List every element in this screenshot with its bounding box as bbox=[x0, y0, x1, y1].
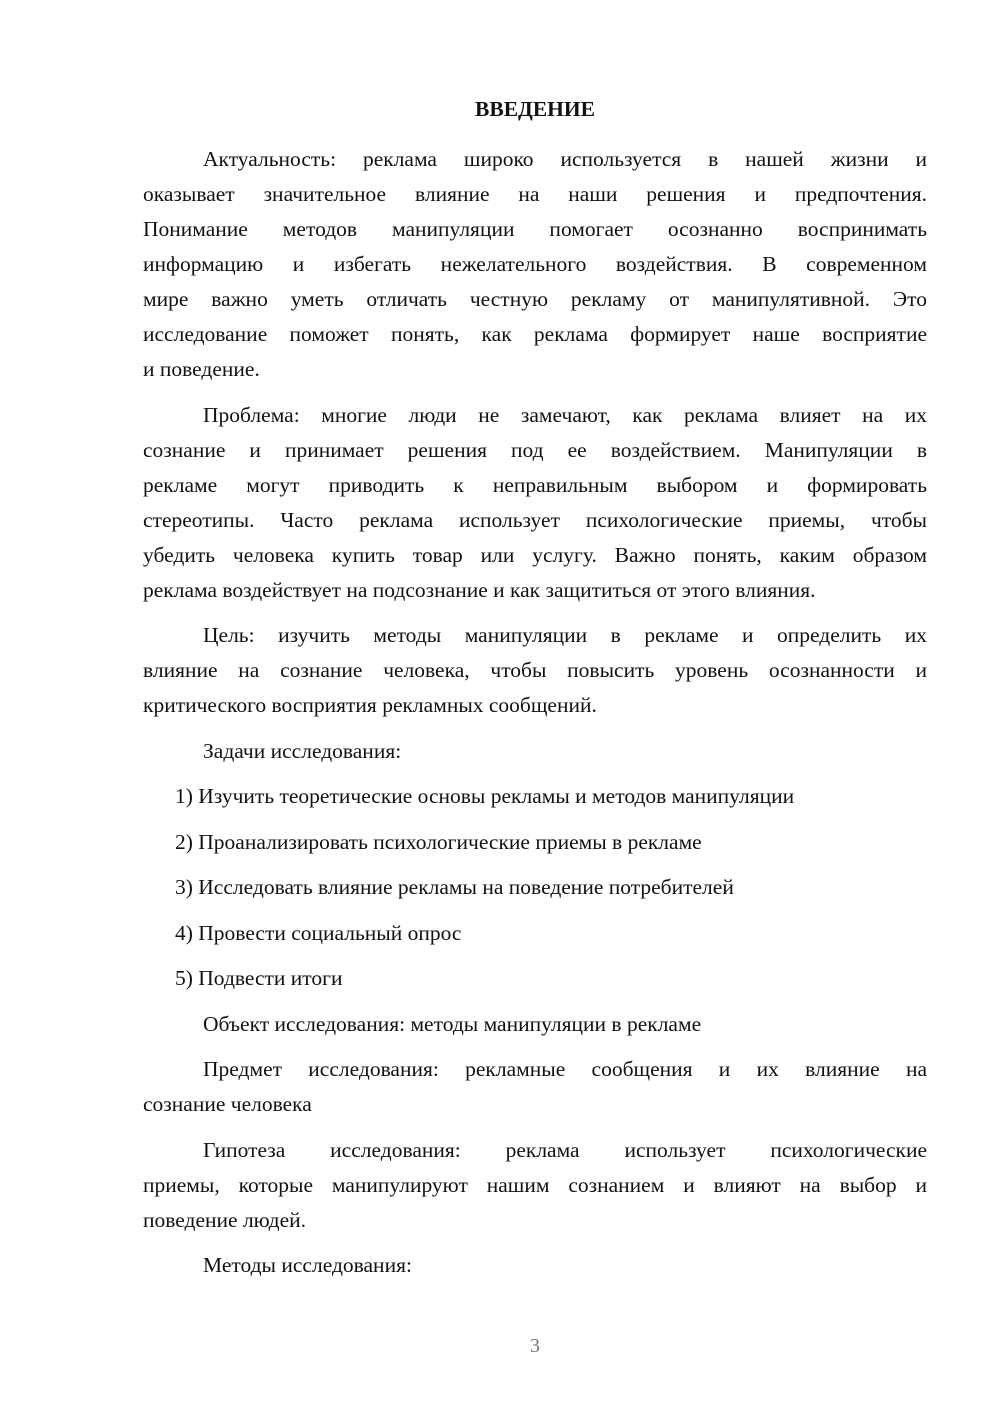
text-line: критического восприятия рекламных сообщений. bbox=[143, 693, 597, 717]
text-line: Задачи исследования: bbox=[203, 738, 402, 763]
task-list-item bbox=[143, 916, 927, 951]
text-line: сознание человека bbox=[143, 1092, 312, 1116]
text-line: Методы исследования: bbox=[203, 1253, 412, 1277]
paragraph bbox=[143, 398, 927, 608]
paragraph bbox=[143, 1052, 927, 1122]
task-list-item bbox=[143, 870, 927, 905]
text-line: стереотипы. Часто реклама использует психологические приемы, чтобы bbox=[143, 507, 927, 532]
text-line: 1) Изучить теоретические основы рекламы и методов манипуляции bbox=[175, 784, 795, 808]
text-line: поведение людей. bbox=[143, 1207, 307, 1232]
text-line: Предмет исследования: рекламные сообщения и их влияние на bbox=[203, 1057, 927, 1081]
paragraph bbox=[143, 618, 927, 723]
text-line: реклама воздействует на подсознание и как защититься от этого влияния. bbox=[143, 577, 816, 602]
text-line: влияние на сознание человека, чтобы повысить уровень осознанности и bbox=[143, 658, 927, 682]
paragraph bbox=[143, 1248, 927, 1283]
section-title: ВВЕДЕНИЕ bbox=[475, 97, 595, 121]
text-line: Объект исследования: методы манипуляции в рекламе bbox=[203, 1011, 702, 1036]
task-list-item bbox=[143, 825, 927, 860]
text-line: убедить человека купить товар или услугу. Важно понять, каким образом bbox=[143, 542, 927, 567]
page-number: 3 bbox=[530, 1335, 540, 1357]
task-list-item bbox=[143, 779, 927, 814]
paragraph bbox=[143, 142, 927, 387]
text-line: Проблема: многие люди не замечают, как реклама влияет на их bbox=[203, 402, 927, 427]
text-line: 3) Исследовать влияние рекламы на поведение потребителей bbox=[175, 875, 734, 899]
text-line: информацию и избегать нежелательного воздействия. В современном bbox=[143, 252, 927, 276]
text-line: и поведение. bbox=[143, 357, 260, 381]
text-line: сознание и принимает решения под ее воздействием. Манипуляции в bbox=[143, 437, 927, 462]
text-line: приемы, которые манипулируют нашим сознанием и влияют на выбор и bbox=[143, 1172, 927, 1197]
text-line: Гипотеза исследования: реклама использует психологические bbox=[203, 1137, 927, 1162]
task-list-item bbox=[143, 961, 927, 996]
paragraph bbox=[143, 1133, 927, 1238]
text-line: оказывает значительное влияние на наши решения и предпочтения. bbox=[143, 182, 927, 206]
text-line: Актуальность: реклама широко используется в нашей жизни и bbox=[203, 147, 927, 171]
text-line: 4) Провести социальный опрос bbox=[175, 920, 462, 945]
text-line: 2) Проанализировать психологические приемы в рекламе bbox=[175, 829, 702, 854]
text-line: рекламе могут приводить к неправильным выбором и формировать bbox=[143, 472, 927, 497]
text-line: исследование поможет понять, как реклама формирует наше восприятие bbox=[143, 322, 927, 346]
document-page bbox=[143, 92, 927, 1294]
text-line: Понимание методов манипуляции помогает осознанно воспринимать bbox=[143, 217, 927, 241]
text-line: мире важно уметь отличать честную рекламу от манипулятивной. Это bbox=[143, 287, 927, 311]
text-line: Цель: изучить методы манипуляции в рекламе и определить их bbox=[203, 623, 927, 647]
paragraph bbox=[143, 1007, 927, 1042]
document-body bbox=[143, 142, 927, 1283]
paragraph bbox=[143, 734, 927, 769]
text-line: 5) Подвести итоги bbox=[175, 966, 343, 990]
